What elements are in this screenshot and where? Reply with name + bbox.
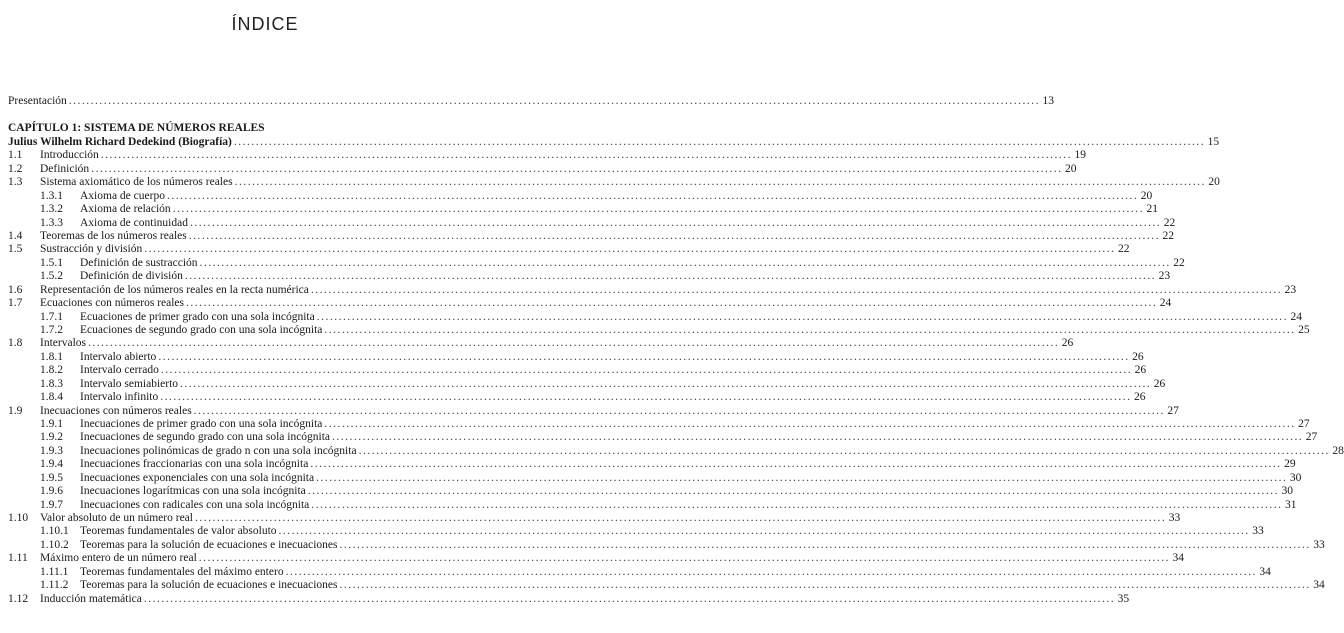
leader-dots bbox=[359, 444, 1330, 458]
leader-dots bbox=[173, 202, 1144, 216]
toc-entry-text: Máximo entero de un número real bbox=[40, 552, 197, 565]
toc-entry-text: Intervalos bbox=[40, 337, 86, 350]
leader-dots bbox=[311, 283, 1282, 297]
toc-entry-page: 22 bbox=[1162, 230, 1174, 242]
toc-entry-text: Ecuaciones de segundo grado con una sola incógnita bbox=[80, 324, 323, 337]
toc-entry-number: 1.9.4 bbox=[40, 458, 63, 471]
leader-dots bbox=[91, 162, 1062, 176]
toc-entry-page: 25 bbox=[1298, 324, 1310, 337]
toc-entry-number: 1.7 bbox=[8, 297, 23, 310]
toc-entry-number: 1.5.2 bbox=[40, 270, 63, 283]
toc-entry-number: 1.12 bbox=[8, 592, 29, 605]
toc-entry-page: 30 bbox=[1281, 485, 1294, 498]
toc-entry-number: 1.5 bbox=[8, 243, 23, 256]
toc-entry[interactable] bbox=[8, 296, 1172, 310]
toc-entry-number: 1.1 bbox=[8, 149, 23, 162]
toc-entry-page: 26 bbox=[1132, 350, 1144, 363]
toc-entry[interactable] bbox=[8, 390, 1146, 404]
toc-entry[interactable] bbox=[8, 511, 1181, 525]
toc-entry-number: 1.8.1 bbox=[40, 350, 63, 363]
toc-entry-text: Intervalo abierto bbox=[80, 350, 157, 363]
toc-entry[interactable] bbox=[8, 310, 1302, 324]
leader-dots bbox=[194, 404, 1165, 418]
toc-entry-text: Sustracción y división bbox=[40, 243, 143, 256]
toc-entry[interactable] bbox=[8, 363, 1147, 377]
toc-entry-text: Teoremas de los números reales bbox=[40, 230, 187, 242]
toc-entry-page: 20 bbox=[1140, 189, 1153, 202]
toc-entry-page: 34 bbox=[1172, 552, 1185, 565]
toc-entry-text: Representación de los números reales en la recta numérica bbox=[40, 283, 309, 296]
toc-entry-number: 1.9.2 bbox=[40, 431, 63, 444]
toc-entry-number: 1.6 bbox=[8, 283, 23, 296]
toc-entry-text: Definición bbox=[40, 162, 90, 175]
leader-dots bbox=[317, 310, 1288, 324]
toc-entry-text: Inecuaciones exponenciales con una sola incógnita bbox=[80, 471, 315, 484]
toc-entry-page: 24 bbox=[1290, 310, 1302, 323]
toc-entry[interactable] bbox=[8, 551, 1185, 565]
toc-entry[interactable] bbox=[8, 229, 1174, 243]
toc-entry-number: 1.11.2 bbox=[40, 579, 69, 592]
leader-dots bbox=[101, 148, 1072, 162]
toc-entry-text: Julius Wilhelm Richard Dedekind (Biografía) bbox=[8, 136, 232, 148]
toc-entry[interactable] bbox=[8, 148, 1087, 162]
chapter-heading: CAPÍTULO 1: SISTEMA DE NÚMEROS REALES bbox=[8, 122, 265, 134]
toc-entry-number: 1.3.1 bbox=[40, 189, 63, 202]
leader-dots bbox=[189, 229, 1160, 243]
toc-entry-page: 22 bbox=[1173, 256, 1185, 269]
toc-entry-number: 1.10 bbox=[8, 512, 29, 525]
toc-entry[interactable] bbox=[8, 336, 1074, 350]
toc-entry-text: Teoremas fundamentales del máximo entero bbox=[80, 565, 284, 578]
toc-entry[interactable] bbox=[8, 256, 1185, 270]
toc-entry[interactable] bbox=[8, 242, 1130, 256]
leader-dots bbox=[200, 256, 1171, 270]
leader-dots bbox=[69, 94, 1040, 108]
toc-entry-number: 1.7.1 bbox=[40, 310, 63, 323]
toc-entry-page: 20 bbox=[1064, 162, 1077, 175]
leader-dots bbox=[190, 216, 1161, 230]
toc-entry-text: Inecuaciones de primer grado con una sola incógnita bbox=[80, 418, 323, 431]
toc-entry-text: Inecuaciones fraccionarias con una sola incógnita bbox=[80, 458, 309, 471]
toc-entry-text: Introducción bbox=[40, 149, 99, 162]
toc-entry[interactable] bbox=[8, 592, 1130, 606]
toc-entry-text: Teoremas para la solución de ecuaciones e inecuaciones bbox=[80, 538, 338, 551]
toc-entry-page: 33 bbox=[1168, 512, 1181, 525]
toc-entry[interactable] bbox=[8, 578, 1325, 592]
leader-dots bbox=[308, 484, 1279, 498]
toc-entry-number: 1.5.1 bbox=[40, 256, 63, 269]
toc-entry[interactable] bbox=[8, 498, 1297, 512]
toc-entry[interactable] bbox=[8, 323, 1310, 337]
toc-entry-number: 1.3.2 bbox=[40, 203, 63, 216]
toc-entry-number: 1.8.3 bbox=[40, 377, 63, 390]
toc-entry-text: Definición de división bbox=[80, 270, 183, 283]
toc-entry-page: 21 bbox=[1146, 203, 1158, 216]
toc-entry-page: 15 bbox=[1207, 136, 1220, 148]
leader-dots bbox=[324, 323, 1295, 337]
toc-entry[interactable] bbox=[8, 404, 1179, 418]
toc-entry-number: 1.9 bbox=[8, 404, 23, 417]
toc-entry-number: 1.8 bbox=[8, 337, 23, 350]
leader-dots bbox=[332, 430, 1303, 444]
toc-entry-number: 1.8.2 bbox=[40, 364, 63, 377]
toc-entry-page: 26 bbox=[1134, 364, 1147, 377]
toc-entry-number: 1.11 bbox=[8, 552, 28, 565]
toc-entry-page: 27 bbox=[1305, 431, 1318, 444]
toc-entry-text: Sistema axiomático de los números reales bbox=[40, 176, 233, 189]
leader-dots bbox=[324, 417, 1295, 431]
toc-entry-page: 33 bbox=[1313, 538, 1325, 551]
toc-entry-number: 1.9.1 bbox=[40, 418, 63, 431]
toc-entry-page: 22 bbox=[1163, 216, 1176, 229]
toc-entry[interactable] bbox=[8, 565, 1271, 579]
toc-entry[interactable] bbox=[8, 444, 1344, 458]
leader-dots bbox=[160, 390, 1131, 404]
toc-entry-text: Inecuaciones con números reales bbox=[40, 404, 192, 417]
toc-entry[interactable] bbox=[8, 377, 1166, 391]
toc-entry[interactable] bbox=[8, 538, 1325, 552]
toc-entry-page: 29 bbox=[1284, 458, 1296, 471]
toc-entry-page: 35 bbox=[1117, 592, 1130, 605]
toc-entry[interactable] bbox=[8, 175, 1220, 189]
toc-entry-text: Inecuaciones de segundo grado con una sola incógnita bbox=[80, 431, 331, 444]
toc-entry-number: 1.9.7 bbox=[40, 498, 63, 511]
toc-entry[interactable] bbox=[8, 524, 1264, 538]
toc-entry-text: Axioma de relación bbox=[80, 203, 171, 216]
toc-entry-text: Intervalo semiabierto bbox=[80, 377, 179, 390]
toc-entry[interactable] bbox=[8, 430, 1318, 444]
page-title: ÍNDICE bbox=[231, 14, 299, 34]
toc-entry[interactable] bbox=[8, 350, 1144, 364]
leader-dots bbox=[340, 538, 1311, 552]
toc-entry[interactable] bbox=[8, 457, 1296, 471]
leader-dots bbox=[279, 524, 1250, 538]
toc-entry-text: Teoremas fundamentales de valor absoluto bbox=[80, 525, 277, 538]
leader-dots bbox=[235, 175, 1206, 189]
toc-entry-text: Inducción matemática bbox=[40, 592, 142, 605]
toc-entry-number: 1.3 bbox=[8, 176, 23, 189]
toc-entry-number: 1.11.1 bbox=[40, 565, 69, 578]
toc-entry[interactable] bbox=[8, 269, 1171, 283]
leader-dots bbox=[340, 578, 1311, 592]
toc-entry-page: 28 bbox=[1332, 444, 1344, 457]
toc-entry-text: Ecuaciones de primer grado con una sola incógnita bbox=[80, 310, 315, 323]
toc-entry-page: 23 bbox=[1158, 270, 1171, 283]
toc-entry-text: Axioma de cuerpo bbox=[80, 189, 165, 202]
toc-entry-text: Inecuaciones polinómicas de grado n con una sola incógnita bbox=[80, 444, 357, 457]
toc-entry[interactable] bbox=[8, 162, 1077, 176]
toc-entry-page: 34 bbox=[1259, 565, 1271, 578]
toc-entry-page: 34 bbox=[1313, 579, 1325, 592]
toc-entry-page: 13 bbox=[1042, 95, 1055, 107]
toc-entry-page: 27 bbox=[1167, 404, 1179, 417]
toc-entry-page: 20 bbox=[1208, 176, 1220, 189]
leader-dots bbox=[186, 296, 1157, 310]
toc-entry-page: 19 bbox=[1074, 149, 1087, 162]
leader-dots bbox=[144, 242, 1115, 256]
toc-entry[interactable] bbox=[8, 283, 1297, 297]
leader-dots bbox=[199, 551, 1170, 565]
toc-entry-text: Definición de sustracción bbox=[80, 256, 198, 269]
leader-dots bbox=[180, 377, 1151, 391]
toc-entry[interactable] bbox=[8, 189, 1153, 203]
toc-entry-page: 22 bbox=[1117, 243, 1130, 256]
toc-entry[interactable] bbox=[8, 135, 1220, 149]
toc-entry[interactable] bbox=[8, 417, 1310, 431]
toc-entry-text: Inecuaciones logarítmicas con una sola incógnita bbox=[80, 485, 306, 498]
toc-entry-page: 31 bbox=[1285, 498, 1297, 511]
toc-entry-text: Presentación bbox=[8, 95, 67, 107]
toc-entry-number: 1.8.4 bbox=[40, 391, 63, 404]
toc-entry-number: 1.9.3 bbox=[40, 444, 63, 457]
toc-entry[interactable] bbox=[8, 471, 1302, 485]
leader-dots bbox=[311, 498, 1282, 512]
leader-dots bbox=[144, 592, 1115, 606]
toc-entry-page: 30 bbox=[1289, 471, 1302, 484]
toc-entry-text: Intervalo infinito bbox=[80, 391, 159, 404]
leader-dots bbox=[88, 336, 1059, 350]
toc-entry-number: 1.7.2 bbox=[40, 324, 63, 337]
toc-entry-text: Ecuaciones con números reales bbox=[40, 297, 185, 310]
toc-entry-number: 1.2 bbox=[8, 162, 23, 175]
leader-dots bbox=[167, 189, 1138, 203]
toc-entry-text: Intervalo cerrado bbox=[80, 364, 159, 377]
toc-entry-number: 1.4 bbox=[8, 230, 23, 242]
toc-entry-page: 27 bbox=[1298, 418, 1310, 431]
toc-entry-text: Axioma de continuidad bbox=[80, 216, 188, 229]
toc-entry-page: 26 bbox=[1061, 337, 1074, 350]
toc-entry-page: 26 bbox=[1134, 391, 1146, 404]
leader-dots bbox=[161, 363, 1132, 377]
toc-entry[interactable] bbox=[8, 484, 1294, 498]
toc-entry-text: Inecuaciones con radicales con una sola incógnita bbox=[80, 498, 310, 511]
leader-dots bbox=[234, 135, 1205, 149]
toc-entry-number: 1.9.5 bbox=[40, 471, 63, 484]
toc-entry-page: 33 bbox=[1252, 525, 1264, 538]
toc-entry-number: 1.3.3 bbox=[40, 216, 63, 229]
leader-dots bbox=[158, 350, 1129, 364]
toc-entry-presentation[interactable] bbox=[8, 94, 1055, 108]
toc-entry[interactable] bbox=[8, 202, 1158, 216]
toc-entry-page: 24 bbox=[1159, 297, 1172, 310]
leader-dots bbox=[195, 511, 1166, 525]
toc-entry-number: 1.10.2 bbox=[40, 538, 69, 551]
leader-dots bbox=[316, 471, 1287, 485]
leader-dots bbox=[185, 269, 1156, 283]
leader-dots bbox=[286, 565, 1257, 579]
toc-entry-number: 1.10.1 bbox=[40, 525, 69, 538]
toc-entry-page: 23 bbox=[1284, 283, 1297, 296]
toc-entry-number: 1.9.6 bbox=[40, 485, 63, 498]
toc-entry-text: Valor absoluto de un número real bbox=[40, 512, 193, 525]
toc-entry-text: Teoremas para la solución de ecuaciones e inecuaciones bbox=[80, 579, 338, 592]
toc-entry-page: 26 bbox=[1153, 377, 1166, 390]
toc-entry[interactable] bbox=[8, 216, 1176, 230]
leader-dots bbox=[310, 457, 1281, 471]
